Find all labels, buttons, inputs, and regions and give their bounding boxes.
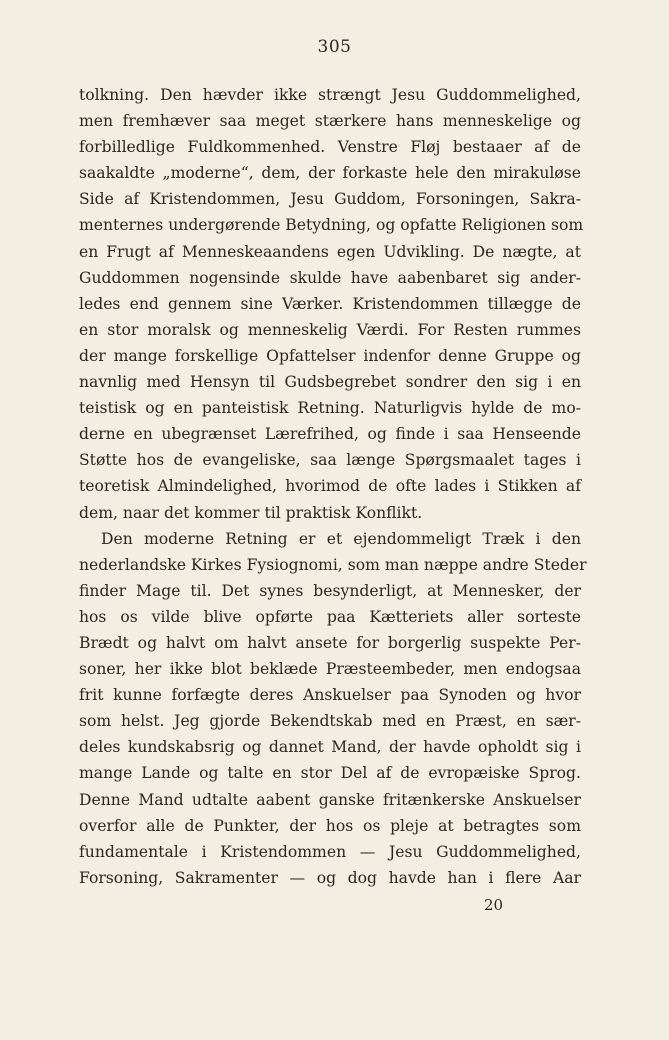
text-line: menternes undergørende Betydning, og opfatte Religionen som: [79, 216, 584, 235]
text-line: men fremhæver saa meget stærkere hans menneskelige og: [79, 112, 581, 131]
text-line: derne en ubegrænset Lærefrihed, og finde i saa Henseende: [79, 425, 581, 444]
text-line: Forsoning, Sakramenter — og dog havde han i flere Aar: [79, 868, 581, 887]
text-line: Støtte hos de evangeliske, saa længe Spørgsmaalet tages i: [79, 451, 581, 470]
paragraph-end-line: dem, naar det kommer til praktisk Konflikt.: [79, 503, 423, 522]
body-text: [79, 82, 587, 891]
text-line: der mange forskellige Opfattelser indenfor denne Gruppe og: [79, 346, 581, 365]
text-line: Denne Mand udtalte aabent ganske fritænkerske Anskuelser: [79, 790, 581, 809]
text-line: teoretisk Almindelighed, hvorimod de ofte lades i Stikken af: [79, 477, 581, 496]
text-line: soner, her ikke blot beklæde Præsteembeder, men endogsaa: [79, 660, 581, 679]
text-line: mange Lande og talte en stor Del af de evropæiske Sprog.: [79, 764, 581, 783]
text-line: en Frugt af Menneskeaandens egen Udvikling. De nægte, at: [79, 242, 581, 261]
text-line: fundamentale i Kristendommen — Jesu Guddommelighed,: [79, 842, 581, 861]
paragraph-start-line: Den moderne Retning er et ejendommeligt Træk i den: [101, 529, 581, 548]
page-number: 305: [317, 37, 352, 57]
text-line: hos os vilde blive opførte paa Kætteriets aller sorteste: [79, 607, 581, 626]
text-line: teistisk og en panteistisk Retning. Naturligvis hylde de mo-: [79, 399, 581, 418]
text-line: en stor moralsk og menneskelig Værdi. For Resten rummes: [79, 320, 581, 339]
text-line: frit kunne forfægte deres Anskuelser paa Synoden og hvor: [79, 686, 581, 705]
text-line: forbilledlige Fuldkommenhed. Venstre Fløj bestaaer af de: [79, 138, 581, 157]
text-line: deles kundskabsrig og dannet Mand, der havde opholdt sig i: [79, 738, 581, 757]
text-line: Guddommen nogensinde skulde have aabenbaret sig ander-: [79, 268, 581, 287]
text-line: navnlig med Hensyn til Gudsbegrebet sondrer den sig i en: [79, 373, 581, 392]
signature-mark: 20: [484, 896, 504, 914]
text-line: ledes end gennem sine Værker. Kristendommen tillægge de: [79, 294, 581, 313]
text-line: finder Mage til. Det synes besynderligt, at Mennesker, der: [79, 581, 581, 600]
text-line: overfor alle de Punkter, der hos os pleje at betragtes som: [79, 816, 581, 835]
text-line: Brædt og halvt om halvt ansete for borgerlig suspekte Per-: [79, 633, 581, 652]
text-line: saakaldte „moderne“, dem, der forkaste hele den mirakuløse: [79, 164, 581, 183]
text-line: tolkning. Den hævder ikke strængt Jesu Guddommelighed,: [79, 86, 581, 104]
text-line: Side af Kristendommen, Jesu Guddom, Forsoningen, Sakra-: [79, 190, 581, 209]
text-line: som helst. Jeg gjorde Bekendtskab med en Præst, en sær-: [79, 712, 581, 731]
text-line: nederlandske Kirkes Fysiognomi, som man næppe andre Steder: [79, 555, 587, 574]
